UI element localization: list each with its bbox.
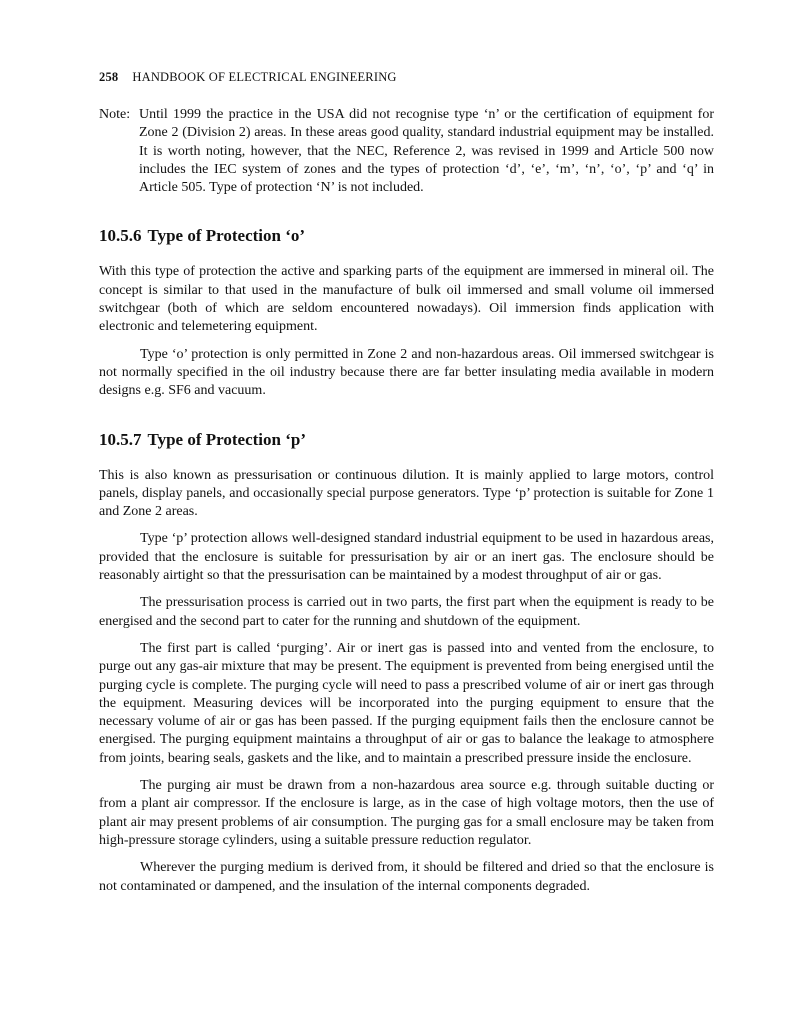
paragraph: Type ‘p’ protection allows well-designed standard industrial equipment to be used in hazardous areas, provided that the enclosure is suitable for pressurisation by air or an inert gas. The enclosure should be reasonably airtight so that the pressurisation can be maintained by a modest throughput of air or gas.: [99, 531, 714, 584]
section-number: 10.5.6: [99, 226, 142, 246]
section-heading-10-5-7: [99, 429, 714, 451]
paragraph: Wherever the purging medium is derived from, it should be filtered and dried so that the enclosure is not contaminated or dampened, and the insulation of the internal components degraded.: [99, 860, 714, 894]
paragraph: The purging air must be drawn from a non-hazardous area source e.g. through suitable ducting or from a plant air compressor. If the enclosure is large, as in the case of high voltage motors, then the use of plant air may present problems of air consumption. The purging gas for a small enclosure may be taken from high-pressure storage cylinders, using a suitable pressure reduction regulator.: [99, 778, 714, 848]
running-head: [99, 70, 397, 85]
paragraph: With this type of protection the active and sparking parts of the equipment are immersed in mineral oil. The concept is similar to that used in the manufacture of bulk oil immersed and small volume oil immersed switchgear (both of which are seldom encountered nowadays). Oil immersion finds application with electronic and telemetering equipment.: [99, 264, 714, 335]
note-label: Note:: [99, 107, 131, 122]
note: [99, 106, 714, 197]
paragraph: This is also known as pressurisation or continuous dilution. It is mainly applied to large motors, control panels, display panels, and occasionally special purpose generators. Type ‘p’ protection is suitable for Zone 1 and Zone 2 areas.: [99, 467, 714, 520]
section-title: Type of Protection ‘o’: [147, 226, 306, 246]
note-text: Until 1999 the practice in the USA did not recognise type ‘n’ or the certification of equipment for Zone 2 (Division 2) areas. In these areas good quality, standard industrial equipment may be installed. It is worth noting, however, that the NEC, Reference 2, was revised in 1999 and Article 500 now includes the IEC system of zones and the types of protection ‘d’, ‘e’, ‘m’, ‘n’, ‘o’, ‘p’ and ‘q’ in Article 505. Type of protection ‘N’ is not included.: [139, 107, 714, 196]
paragraph: Type ‘o’ protection is only permitted in Zone 2 and non-hazardous areas. Oil immersed switchgear is not normally specified in the oil industry because there are far better insulating media available in modern designs e.g. SF6 and vacuum.: [99, 346, 714, 399]
section-title: Type of Protection ‘p’: [147, 429, 306, 449]
section-heading-10-5-6: [99, 225, 714, 247]
paragraph: The pressurisation process is carried out in two parts, the first part when the equipment is ready to be energised and the second part to cater for the running and shutdown of the equipment.: [99, 595, 714, 629]
paragraph: The first part is called ‘purging’. Air or inert gas is passed into and vented from the enclosure, to purge out any gas-air mixture that may be present. The equipment is prevented from being energised until the purging cycle is complete. The purging cycle will need to pass a prescribed volume of air or inert gas through the equipment. Measuring devices will be incorporated into the purging equipment to ensure that the necessary volume of air or gas has been passed. If the purging equipment fails then the enclosure cannot be energised. The purging equipment maintains a throughput of air or gas to balance the leakage to atmosphere from joints, bearing seals, gaskets and the like, and to maintain a prescribed pressure inside the enclosure.: [99, 640, 714, 766]
section-number: 10.5.7: [99, 429, 142, 449]
page-number: 258: [99, 70, 119, 84]
page-content: [99, 106, 714, 896]
book-title: HANDBOOK OF ELECTRICAL ENGINEERING: [132, 70, 397, 84]
